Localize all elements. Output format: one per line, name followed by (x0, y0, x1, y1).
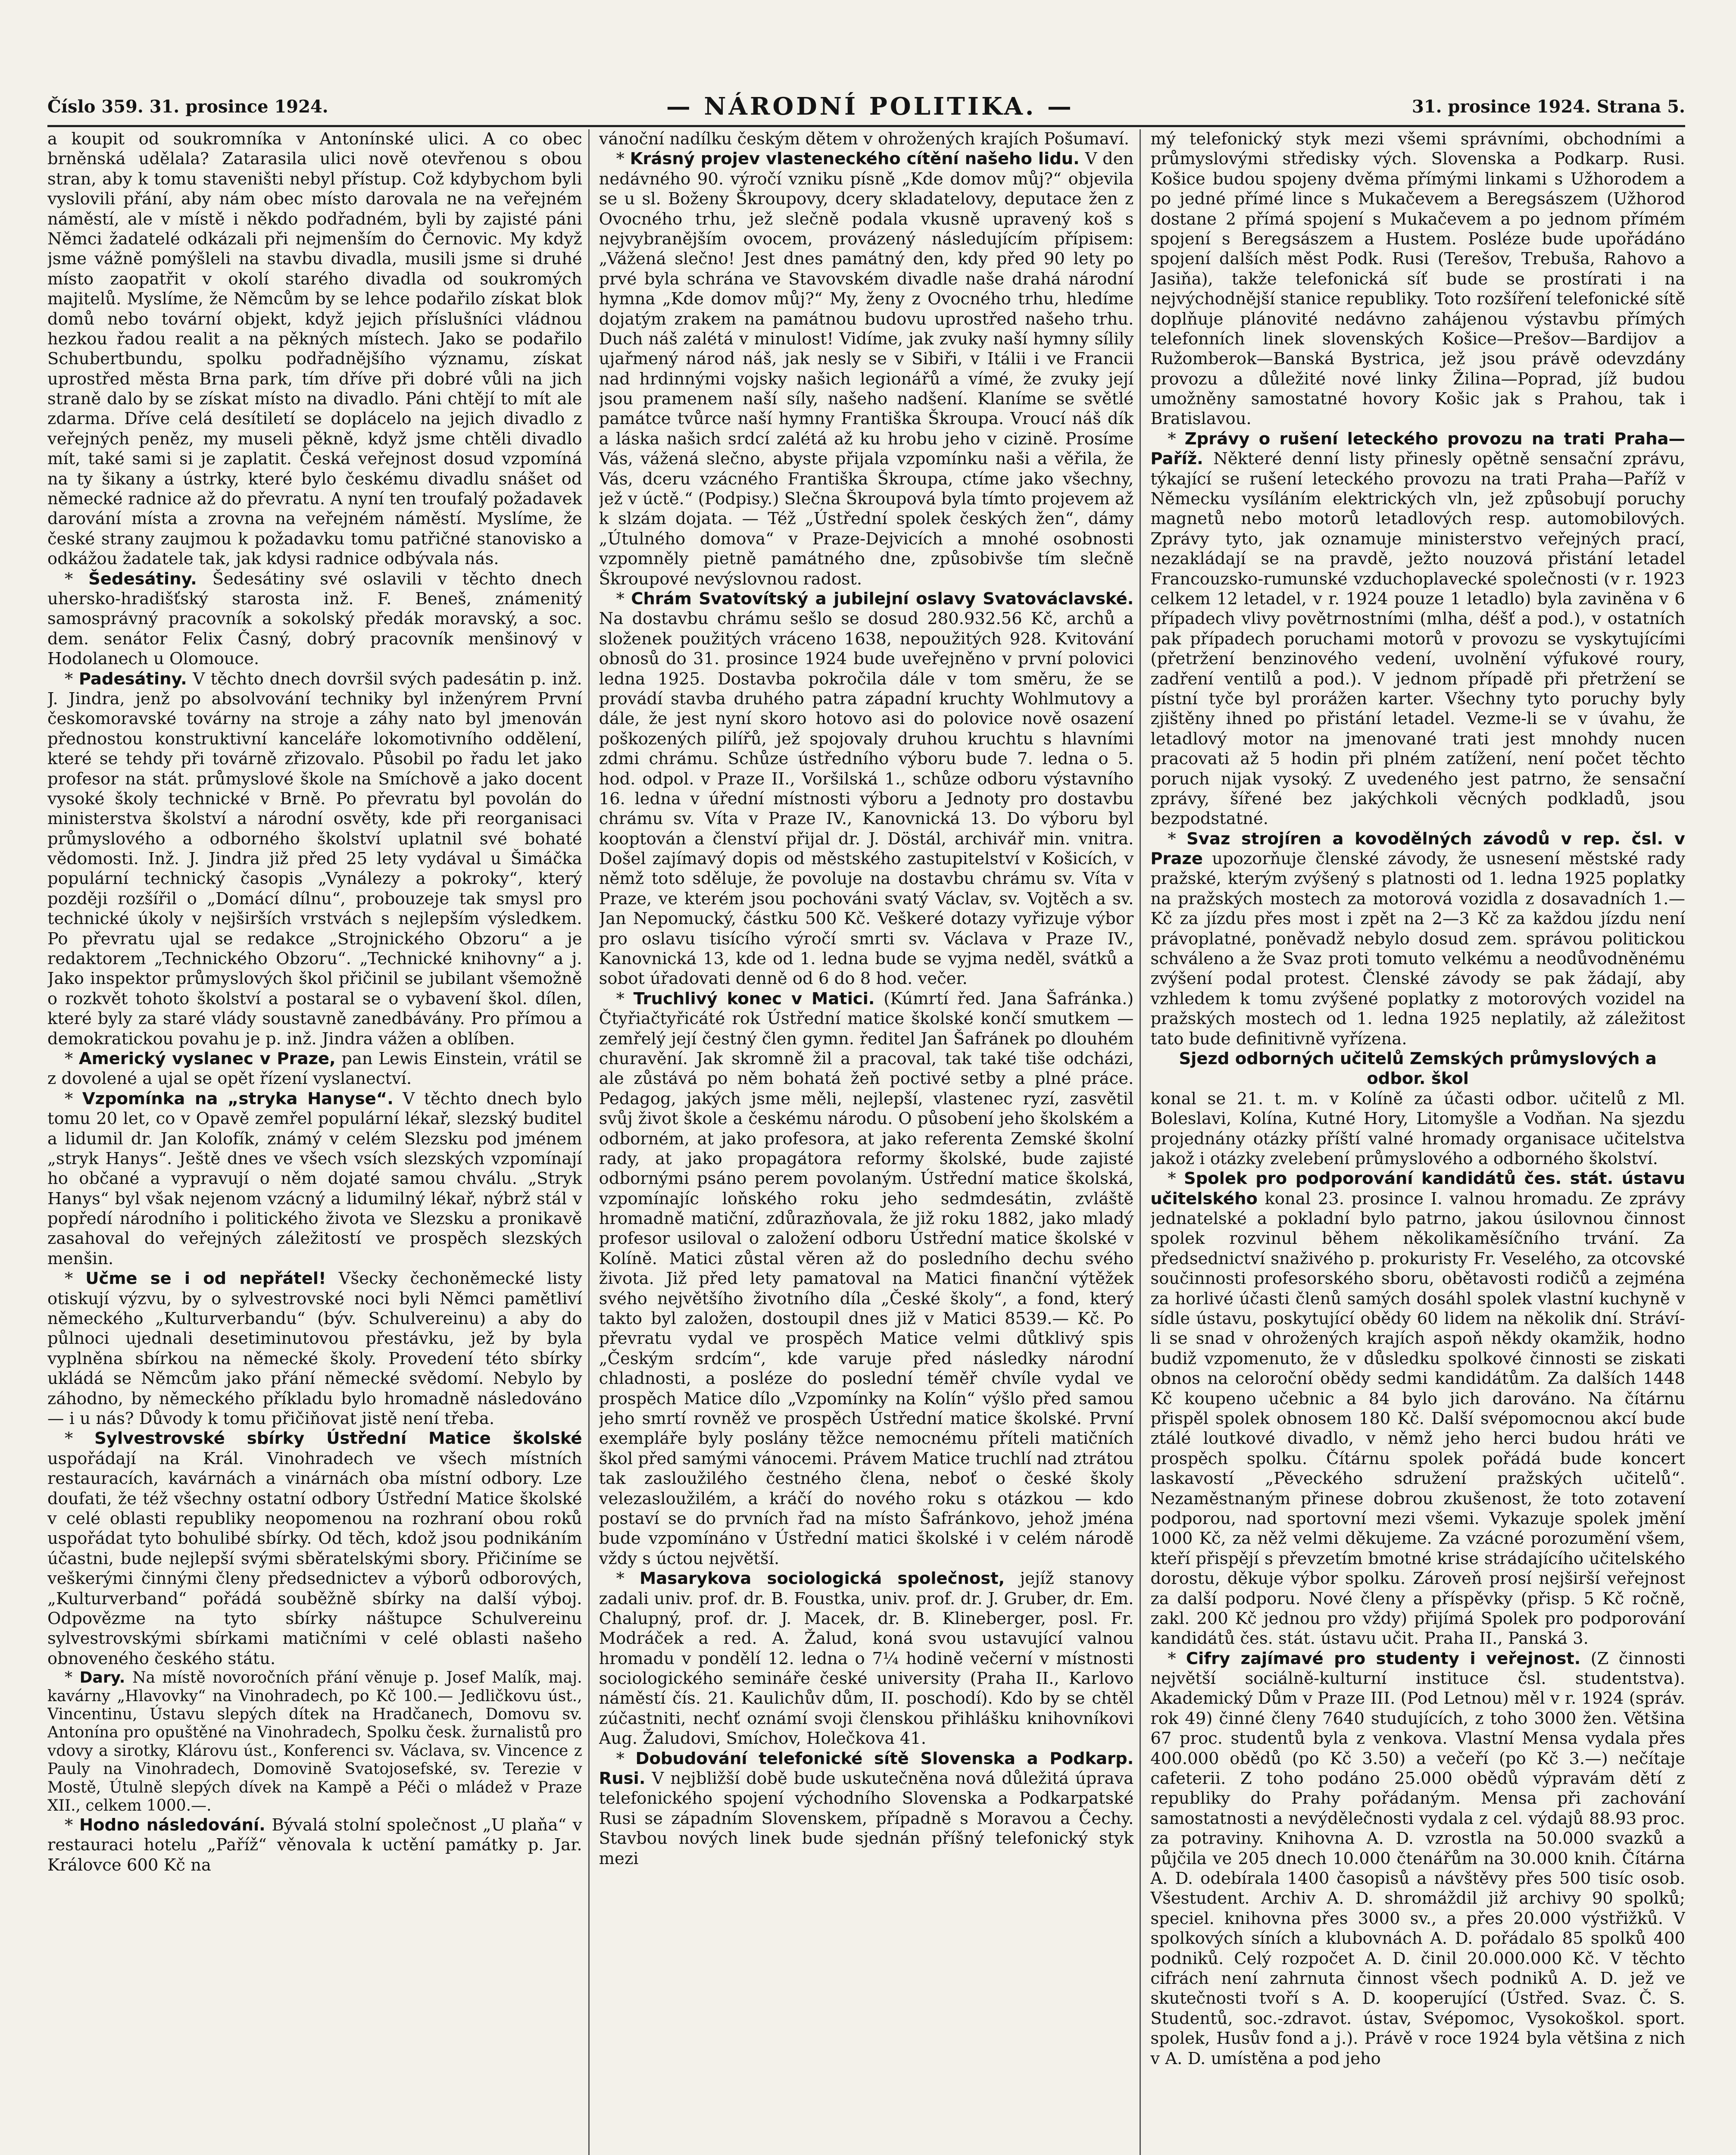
article-paragraph: vánoční nadílku českým dětem v ohrožených krajích Pošumaví. (599, 129, 1130, 149)
article: * Šedesátiny. Šedesátiny své oslavili v těchto dnech uhersko-hradišťský starosta inž. F. Beneš, známenitý samosprávný pracovník a sokolský předák moravský, a soc. dem. senátor Felix Časný, dobrý pracovník menšinový v Hodolanech u Olomouce. (47, 569, 582, 669)
article-title: Cifry zajímavé pro studenty i veřejnost. (1186, 1649, 1581, 1668)
article: * Padesátiny. V těchto dnech dovršil svých padesátin p. inž. J. Jindra, jenž po absolvování techniky byl inženýrem První českomoravské továrny na stroje a záhy nato byl jmenován přednostou konstruktivní kanceláře lokomotivního oddělení, které se tehdy při továrně zřizovalo. Působil po řadu let jako profesor na stát. průmyslové škole na Smíchově a jako docent vysoké školy technické v Brně. Po převratu byl povolán do ministerstva školství a národní osvěty, kde při reorganisaci průmyslového a odborného školství uplatnil své bohaté vědomosti. Inž. J. Jindra již před 25 lety vydával u Šimáčka populární technický časopis „Vynálezy a pokroky“, který později rozšířil o „Domácí dílnu“, probouzeje tak smysl pro technické úkoly v nejširších vrstvách s nejlepším výsledkem. Po převratu ujal se redakce „Strojnického Obzoru“ a je redaktorem „Technického Obzoru“. „Technické knihovny“ a j. Jako inspektor průmyslových škol přičinil se jubilant všemožně o rozkvět tohoto školství a postaral se o vybavení škol. dílen, které byly za staré vlády soustavně zanedbávány. Pro přímou a demokratickou povahu je p. inž. Jindra vážen a oblíben. (47, 669, 582, 1049)
article: * Krásný projev vlasteneckého cítění našeho lidu. V den nedávného 90. výročí vzniku písně „Kde domov můj?“ objevila se u sl. Boženy Škroupovy, dcery skladatelovy, deputace žen z Ovocného trhu, jež slečně podala vkusně upravený koš s nejvybranějším ovocem, provázený následujícím přípisem: „Vážená slečno! Jest dnes památný den, kdy před 90 lety po prvé byla schrána ve Stavovském divadle naše drahá národní hymna „Kde domov můj?“ My, ženy z Ovocného trhu, hledíme dojatým zrakem na památnou budovu uprostřed našeho trhu. Duch náš zalétá v minulost! Vidíme, jak zvuky naší hymny sílily ujařmený národ náš, jak nesly se v Sibiři, v Itálii i ve Francii nad hrdinnými vojsky našich legionářů a vímé, že zvuky její jsou pramenem naší síly, našeho nadšení. Klaníme se světlé památce tvůrce naší hymny Františka Škroupa. Vroucí náš dík a láska našich srdcí zalétá až ku hrobu jeho v cizině. Prosíme Vás, vážená slečno, abyste přijala vzpomínku naši a věřila, že Vás, dceru vzácného Františka Škroupa, ctíme jako všechny, jež v úctě.“ (Podpisy.) Slečna Škroupová byla tímto projevem až k slzám dojata. — Též „Ústřední spolek českých žen“, dámy „Útulného domova“ v Praze-Dejvicích a mnohé osobnosti vzpomněly pietně památného dne, způsobivše tím slečně Škroupové nevýslovnou radost. (599, 149, 1134, 589)
article: * Truchlivý konec v Matici. (Kúmrtí řed. Jana Šafránka.) Čtyřiačtyřicáté rok Ústřední matice školské končí smutkem — zemřelý její čestný člen gymn. ředitel Jan Šafránek po dlouhém churavění. Jak skromně žil a pracoval, tak také tiše odcházi, ale zůstává po něm bohatá žeň poctivé setby a plné práce. Pedagog, jakých jsme měli, nejlepší, vlastenec ryzí, zasvětil svůj život škole a českému národu. O působení jeho školském a odborném, at jako profesora, at jako referenta Zemské školní rady, at jako propagátora reformy školské, bude zajisté odbornými psáno perem povolaným. Ústřední matice školská, vzpomínajíc loňského roku jeho sedmdesátin, zvláště hromadně matiční, zdůrazňovala, že již roku 1882, jako mladý profesor usiloval o založení odboru Ústřední matice školské v Kolíně. Matici zůstal věren až do posledního dechu svého života. Již před lety pamatoval na Matici finanční výtěžek svého největšího životního díla „České školy“, a fond, který takto byl založen, dostoupil dnes již v Matici 8539.— Kč. Po převratu vydal ve prospěch Matice velmi důtklivý spis „Českým srdcím“, kde varuje před následky národní chladnosti, a posléze do poslední téměř chvíle vydal ve prospěch Matice dílo „Vzpomínky na Kolín“ výšlo před samou jeho smrtí rovněž ve prospěch Ústřední matice školské. První exempláře byly poslány těžce nemocnému příteli matičních škol před samými vánocemi. Právem Matice truchlí nad ztrátou tak zasloužilého čestného člena, neboť o české školy velezasloužilém, a kráčí do nového roku s otázkou — kdo postaví se do prvních řad na místo Šafránkovo, jehož jména bude vzpomínáno v Ústřední matici školské i v celém národě vždy s úctou největší. (599, 989, 1134, 1568)
article-title: Zprávy o rušení leteckého provozu na trati Praha—Paříž. (1150, 429, 1686, 469)
page-date-number: 31. prosince 1924. Strana 5. (1412, 96, 1685, 117)
article-text: uspořádají na Král. Vinohradech ve všech místních restauracích, kavárnách a vinárnách oba místní odbory. Lze doufati, že též všechny ostatní odbory Ústřední Matice školské v celé oblasti republiky neopomenou na rozhraní obou roků uspořádat tyto bohulibé sbírky. Od těch, kdož jsou podnikáním účastni, bude nejlepší svými sběratelskými sbory. Přičiníme se veškerými činnými členy předsednictev a výborů odborových, „Kulturverband“ pořádá souběžně sbírky na další výboj. Odpovězme na tyto sbírky náštupce Schulvereinu sylvestrovskými sbírkami matičními v celé oblasti našeho obnoveného českého státu. (47, 1449, 582, 1668)
column-2 (599, 129, 1141, 2155)
article-title: Dobudování telefonické sítě Slovenska a Podkarp. Rusi. (599, 1749, 1134, 1789)
article-text: Bývalá stolní společnost „U plaňa“ v restauraci hotelu „Paříž“ věnovala k uctění památky p. Jar. Královce 600 Kč na (47, 1815, 582, 1875)
article: * Zprávy o rušení leteckého provozu na trati Praha—Paříž. Některé denní listy přinesly opětně sensační zprávu, týkající se rušení leteckého provozu na trati Praha—Paříž v Německu vysíláním elektrických vln, jež způsobují poruchy magnetů nebo motorů letadlových resp. automobilových. Zprávy tyto, jak oznamuje ministerstvo veřejných prací, nezakládají se na pravdě, ježto nouzová přistání letadel Francouzsko-rumunské vzduchoplavecké společnosti (v r. 1923 celkem 12 letadel, v r. 1924 pouze 1 letadlo) byla zaviněna v 6 případech vlivy povětrnostními (mlha, déšť a pod.), v ostatních pak případech poruchami motorů v provozu se vyskytujícími (přetržení benzinového vedení, uvolnění výfukové roury, zadření ventilů a pod.). V jednom případě při přetržení se pístní tyče byl prorážen karter. Všechny tyto poruchy byly zjištěny ihned po přistání letadel. Vezme-li se v úvahu, že letadlový motor na jmenované trati jest mnohdy nucen pracovati až 5 hodin při plném zatížení, není počet těchto poruch nijak vysoký. Z uvedeného jest patrno, že sensační zprávy, šířené bez jakýchkoli věcných podkladů, jsou bezpodstatné. (1150, 429, 1686, 829)
article-text: Na dostavbu chrámu sešlo se dosud 280.932.56 Kč, archů a složenek použitých vráceno 1638, nepoužitých 928. Kvitování obnosů do 31. prosince 1924 bude uveřejněno v první polovici ledna 1925. Dostavba pokročila dále v tom směru, že se provádí stavba druhého patra západní kruchty Wohlmutovy a dále, že jest nyní skoro hotovo asi do polovice nově osazení poškozených pilířů, jež spojovaly druhou kruchtu s hlavními zdmi chrámu. Schůze ústředního výboru bude 7. ledna o 5. hod. odpol. v Praze II., Voršilská 1., schůze odboru výstavního 16. ledna v úřední místnosti výboru a Jednoty pro dostavbu chrámu sv. Víta v Praze IV., Kanovnická 13. Do výboru byl kooptován a členství přijal dr. J. Döstál, archivář min. vnitra. Došel zajímavý dopis od městského zastupitelství v Košicích, v němž toto sděluje, že povoluje na dostavbu chrámu sv. Víta v Praze, ve kterém jsou pochováni svatý Václav, sv. Vojtěch a sv. Jan Nepomucký, částku 500 Kč. Veškeré dotazy vyřizuje výbor pro oslavu tisícího výročí smrti sv. Václava v Praze IV., Kanovnická 13, kde od 1. ledna bude se vyjma neděl, svátků a sobot úřadovati denně od 6 do 8 hod. večer. (599, 609, 1134, 989)
article: * Svaz strojíren a kovodělných závodů v rep. čsl. v Praze upozorňuje členské závody, že usnesení městské rady pražské, kterým zvýšený s platnosti od 1. ledna 1925 poplatky na pražských mostech za motorová vozidla z dosavadních 1.— Kč za jízdu přes most i zpět na 2—3 Kč za každou jízdu není právoplatné, poněvadž nebylo dosud zem. správou politickou schváleno a že Svaz proti tomuto velkému a neodůvodněnému zvýšení podal protest. Členské závody se pak žádají, aby vzhledem k tomu zvýšené poplatky z motorových vozidel na pražských mostech od 1. ledna 1925 neplatily, až záležitost tato bude definitivně vyřízena. (1150, 829, 1686, 1049)
article-title: Vzpomínka na „stryka Hanyse“. (82, 1089, 393, 1109)
masthead (47, 91, 1685, 122)
article-text: (Z činnosti největší sociálně-kulturní instituce čsl. studentstva). Akademický Dům v Praze III. (Pod Letnou) měl v r. 1924 (správ. rok 49) činné členy 7640 studujících, z toho 3000 žen. Většina 67 proc. studentů byla z venkova. Vlastní Mensa vydala přes 400.000 obědů (po Kč 3.50) a večeří (po Kč 3.—) nečítaje cafeterii. Z toho podáno 25.000 obědů výpravám dětí z republiky do Prahy pořádaným. Mensa při zachování samostatnosti a nevýdělečnosti vydala z cel. výdajů 88.93 proc. za potraviny. Knihovna A. D. vzrostla na 50.000 svazků a půjčila ve 205 dnech 10.000 čtenářům na 30.000 knih. Čítárna A. D. odebírala 1400 časopisů a návštěvy přes 500 tisíc osob. Všestudent. Archiv A. D. shromáždil již archivy 90 spolků; speciel. knihovna přes 3000 sv., a přes 20.000 výstřižků. V spolkových síních a klubovnách A. D. pořádalo 85 spolků 400 podniků. Celý rozpočet A. D. činil 20.000.000 Kč. V těchto cifrách není zahrnuta činnost všech podniků A. D. jež ve skutečnosti tvoří s A. D. kooperující (Ústřed. Svaz. Č. S. Studentů, soc.-zdravot. ústav, Svépomoc, Vysokoškol. sport. spolek, Husův fond a j.). Právě v roce 1924 byla většina z nich v A. D. umístěna a pod jeho (1150, 1649, 1686, 2068)
newspaper-title: — NÁRODNÍ POLITIKA. — (666, 92, 1074, 121)
article-title: Truchlivý konec v Matici. (633, 989, 875, 1009)
article-title: Krásný projev vlasteneckého cítění našeho lidu. (630, 149, 1080, 169)
article-text: Šedesátiny své oslavili v těchto dnech uhersko-hradišťský starosta inž. F. Beneš, známenitý samosprávný pracovník a sokolský předák moravský, a soc. dem. senátor Felix Časný, dobrý pracovník menšinový v Hodolanech u Olomouce. (47, 569, 582, 669)
article-columns (47, 129, 1685, 2155)
article-title: Sylvestrovské sbírky Ústřední Matice školské (94, 1429, 582, 1449)
article-text: V těchto dnech bylo tomu 20 let, co v Opavě zemřel populární lékař, slezský buditel a lidumil dr. Jan Kolofík, známý v celém Slezsku pod jménem „stryk Hanys“. Ještě dnes ve všech vsích slezských vzpomínají ho občané a vypravují o něm dojaté samou chválu. „Stryk Hanys“ byl však nejenom vzácný a lidumilný lékař, nýbrž stál v popředí národního i politického života ve Slezsku a pronikavě zasahoval do veřejných záležitostí ve prospěch slezských menšin. (47, 1089, 582, 1268)
article-title: Učme se i od nepřátel! (85, 1269, 326, 1289)
article: * Masarykova sociologická společnost, jejíž stanovy zadali univ. prof. dr. B. Foustka, univ. prof. dr. J. Gruber, dr. Em. Chalupný, prof. dr. J. Macek, dr. B. Klineberger, posl. Fr. Modráček a red. A. Žalud, koná svou ustavující valnou hromadu v pondělí 12. ledna o 7¼ hodině večerní v místnosti sociologického semináře české university (Praha II., Karlovo náměstí čís. 21. Kaulichův dům, II. poschodí). Kdo by se chtěl zúčastniti, nechť oznámí svoji členskou přihlášku knihovníkovi Aug. Žaludovi, Smíchov, Holečkova 41. (599, 1569, 1134, 1749)
article: * Americký vyslanec v Praze, pan Lewis Einstein, vrátil se z dovolené a ujal se opět řízení vyslanectví. (47, 1049, 582, 1089)
article-paragraph: a koupit od soukromníka v Antonínské ulici. A co obec brněnská udělala? Zatarasila ulici nově otevřenou s obou stran, aby k tomu staveništi nebyl přístup. Což kdybychom byli vyslovili přání, aby nám obec místo darovala ne na veřejném náměstí, ale v místě i někdo podřadném, byli by zajisté páni Němci žadatelé odkázali při nejmenším do Černovic. My když jsme vážně pomýšleli na stavbu divadla, musili jsme si druhé místo zaopatřit v okolí starého divadla od soukromých majitelů. Myslíme, že Němcům by se lehce podařilo získat blok domů nebo tovární objekt, když jejich příslušníci vládnou hezkou řadou realit a na pěkných místech. Jako se podařilo Schubertbundu, spolku podřadnějšího významu, získat uprostřed města Brna park, tím dříve při dobré vůli na jich straně dalo by se získat místo na divadlo. Páni chtějí to mít ale zdarma. Dříve celá desítiletí se doplácelo na jejich divadlo z veřejných peněz, my museli pěkně, když jsme chtěli divadlo mít, také sami si je zaplatit. Česká veřejnost dosud vzpomíná na ty šikany a ústrky, které bylo českému divadlu snášet od německé radnice až do převratu. A nyní ten troufalý požadavek darování místa a zrovna na veřejném náměstí. Myslíme, že české strany zaujmou k požadavku tomu patřičné stanovisko a odkážou žadatele tak, jak kdysi radnice odbývala nás. (47, 129, 582, 569)
article-title: Americký vyslanec v Praze, (78, 1049, 336, 1068)
article: * Cifry zajímavé pro studenty i veřejnost. (Z činnosti největší sociálně-kulturní instituce čsl. studentstva). Akademický Dům v Praze III. (Pod Letnou) měl v r. 1924 (správ. rok 49) činné členy 7640 studujících, z toho 3000 žen. Většina 67 proc. studentů byla z venkova. Vlastní Mensa vydala přes 400.000 obědů (po Kč 3.50) a večeří (po Kč 3.—) nečítaje cafeterii. Z toho podáno 25.000 obědů výpravám dětí z republiky do Prahy pořádaným. Mensa při zachování samostatnosti a nevýdělečnosti vydala z cel. výdajů 88.93 proc. za potraviny. Knihovna A. D. vzrostla na 50.000 svazků a půjčila ve 205 dnech 10.000 čtenářům na 30.000 knih. Čítárna A. D. odebírala 1400 časopisů a návštěvy přes 500 tisíc osob. Všestudent. Archiv A. D. shromáždil již archivy 90 spolků; speciel. knihovna přes 3000 sv., a přes 20.000 výstřižků. V spolkových síních a klubovnách A. D. pořádalo 85 spolků 400 podniků. Celý rozpočet A. D. činil 20.000.000 Kč. V těchto cifrách není zahrnuta činnost všech podniků A. D. jež ve skutečnosti tvoří s A. D. kooperující (Ústřed. Svaz. Č. S. Studentů, soc.-zdravot. ústav, Svépomoc, Vysokoškol. sport. spolek, Husův fond a j.). Právě v roce 1924 byla většina z nich v A. D. umístěna a pod jeho (1150, 1649, 1686, 2068)
article: * Sylvestrovské sbírky Ústřední Matice školské uspořádají na Král. Vinohradech ve všech místních restauracích, kavárnách a vinárnách oba místní odbory. Lze doufati, že též všechny ostatní odbory Ústřední Matice školské v celé oblasti republiky neopomenou na rozhraní obou roků uspořádat tyto bohulibé sbírky. Od těch, kdož jsou podnikáním účastni, bude nejlepší svými sběratelskými sbory. Přičiníme se veškerými činnými členy předsednictev a výborů odborových, „Kulturverband“ pořádá souběžně sbírky na další výboj. Odpovězme na tyto sbírky náštupce Schulvereinu sylvestrovskými sbírkami matičními v celé oblasti našeho obnoveného českého státu. (47, 1429, 582, 1668)
article-text: Na místě novoročních přání věnuje p. Josef Malík, maj. kavárny „Hlavovky“ na Vinohradech, po Kč 100.— Jedličkovu úst., Vincentinu, Ústavu slepých dítek na Hradčanech, Domovu sv. Antonína pro opuštěné na Vinohradech, Spolku česk. žurnalistů pro vdovy a sirotky, Klárovu úst., Konferenci sv. Václava, sv. Vincence z Pauly na Vinohradech, Domovině Svatojosefské, sv. Terezie v Mostě, Útulně slepých dívek na Kampě a Péči o mládež v Praze XII., celkem 1000.—. (47, 1669, 582, 1815)
article-text: V těchto dnech dovršil svých padesátin p. inž. J. Jindra, jenž po absolvování techniky byl inženýrem První českomoravské továrny na stroje a záhy nato byl jmenován přednostou konstruktivní kanceláře lokomotivního oddělení, které se tehdy při továrně zřizovalo. Působil po řadu let jako profesor na stát. průmyslové škole na Smíchově a jako docent vysoké školy technické v Brně. Po převratu byl povolán do ministerstva školství a národní osvěty, kde při reorganisaci průmyslového a odborného školství uplatnil své bohaté vědomosti. Inž. J. Jindra již před 25 lety vydával u Šimáčka populární technický časopis „Vynálezy a pokroky“, který později rozšířil o „Domácí dílnu“, probouzeje tak smysl pro technické úkoly v nejširších vrstvách s nejlepším výsledkem. Po převratu ujal se redakce „Strojnického Obzoru“ a je redaktorem „Technického Obzoru“. „Technické knihovny“ a j. Jako inspektor průmyslových škol přičinil se jubilant všemožně o rozkvět tohoto školství a postaral se o vybavení škol. dílen, které byly za staré vlády soustavně zanedbávány. Pro přímou a demokratickou povahu je p. inž. Jindra vážen a oblíben. (47, 669, 582, 1049)
article-text: upozorňuje členské závody, že usnesení městské rady pražské, kterým zvýšený s platnosti od 1. ledna 1925 poplatky na pražských mostech za motorová vozidla z dosavadních 1.— Kč za jízdu přes most i zpět na 2—3 Kč za každou jízdu není právoplatné, poněvadž nebylo dosud zem. správou politickou schváleno a že Svaz proti tomuto velkému a neodůvodněnému zvýšení podal protest. Členské závody se pak žádají, aby vzhledem k tomu zvýšené poplatky z motorových vozidel na pražských mostech od 1. ledna 1925 neplatily, až záležitost tato bude definitivně vyřízena. (1150, 849, 1686, 1049)
article-title: Hodno následování. (79, 1815, 265, 1835)
article: * Učme se i od nepřátel! Všecky čechoněmecké listy otiskují výzvu, by o sylvestrovské noci byli Němci pamětliví německého „Kulturverbandu“ (býv. Schulvereinu) a aby do půlnoci ujednali desetiminutovou přestávku, jež by byla vyplněna sbírkou na německé školy. Provedení této sbírky ukládá se Němcům jako přání německé svědomí. Nebylo by záhodno, by německého příkladu bylo hromadně následováno — i u nás? Důvody k tomu přičiňovat jistě není třeba. (47, 1269, 582, 1428)
issue-number-date: Číslo 359. 31. prosince 1924. (47, 96, 328, 117)
article-title: Spolek pro podporování kandidátů čes. stát. ústavu učitelského (1150, 1169, 1685, 1209)
article-paragraph: mý telefonický styk mezi všemi správními, obchodními a průmyslovými středisky vých. Slovenska a Podkarp. Rusi. Košice budou spojeny dvěma přímými linkami s Užhorodem a po jedné přímé lince s Mukačevem a Beregsászem (Užhorod dostane 2 přímá spojení s Mukačevem a po jednom přímém spojení s Beregsászem a Hustem. Posléze bude upořádáno spojení dalších měst Podk. Rusi (Terešov, Trebuša, Rahovo a Jasiňa), takže telefonická síť bude se prostírati i na nejvýchodnější stanice republiky. Toto rozšíření telefonické sítě doplňuje plánovité nedávno zahájenou výstavbu přímých telefonních linek slovenských Košice—Prešov—Bardijov a Ružomberok—Banská Bystrica, jež jsou právě odevzdány provozu a důležité nové linky Žilina—Poprad, jíž budou umožněny samostatné hovory Košic jak s Prahou, tak i Bratislavou. (1150, 129, 1686, 429)
article: * Vzpomínka na „stryka Hanyse“. V těchto dnech bylo tomu 20 let, co v Opavě zemřel populární lékař, slezský buditel a lidumil dr. Jan Kolofík, známý v celém Slezsku pod jménem „stryk Hanys“. Ještě dnes ve všech vsích slezských vzpomínají ho občané a vypravují o něm dojaté samou chválu. „Stryk Hanys“ byl však nejenom vzácný a lidumilný lékař, nýbrž stál v popředí národního i politického života ve Slezsku a pronikavě zasahoval do veřejných záležitostí ve prospěch slezských menšin. (47, 1089, 582, 1268)
article-title: Svaz strojíren a kovodělných závodů v rep. čsl. v Praze (1150, 829, 1686, 869)
article-text: konal se 21. t. m. v Kolíně za účasti odbor. učitelů z Ml. Boleslavi, Kolína, Kutné Hory, Litomyšle a Vodňan. Na sjezdu projednány otázky příští valné hromady organisace učitelstva jakož i otázky zvelebení průmyslového a odborného školství. (1150, 1089, 1686, 1168)
article-title: Chrám Svatovítský a jubilejní oslavy Svatováclavské. (631, 589, 1134, 609)
article-title: Masarykova sociologická společnost, (639, 1569, 1005, 1589)
article-text: Některé denní listy přinesly opětně sensační zprávu, týkající se rušení leteckého provozu na trati Praha—Paříž v Německu vysíláním elektrických vln, jež způsobují poruchy magnetů nebo motorů letadlových resp. automobilových. Zprávy tyto, jak oznamuje ministerstvo veřejných prací, nezakládají se na pravdě, ježto nouzová přistání letadel Francouzsko-rumunské vzduchoplavecké společnosti (v r. 1923 celkem 12 letadel, v r. 1924 pouze 1 letadlo) byla zaviněna v 6 případech vlivy povětrnostními (mlha, déšť a pod.), v ostatních pak případech poruchami motorů v provozu se vyskytujícími (přetržení benzinového vedení, uvolnění výfukové roury, zadření ventilů a pod.). V jednom případě při přetržení se pístní tyče byl prorážen karter. Všechny tyto poruchy byly zjištěny ihned po přistání letadel. Vezme-li se v úvahu, že letadlový motor na jmenované trati jest mnohdy nucen pracovati až 5 hodin při plném zatížení, není počet těchto poruch nijak vysoký. Z uvedeného jest patrno, že sensační zprávy, šířené bez jakýchkoli věcných podkladů, jsou bezpodstatné. (1150, 449, 1686, 829)
article: * Dobudování telefonické sítě Slovenska a Podkarp. Rusi. V nejbližší době bude uskutečněna nová důležitá úprava telefonického spojení východního Slovenska a Podkarpatské Rusi se západním Slovenskem, případně s Moravou a Čechy. Stavbou nových linek bude sjednán příšný telefonický styk mezi (599, 1749, 1134, 1868)
article-title: Dary. (79, 1669, 125, 1687)
article: * Spolek pro podporování kandidátů čes. stát. ústavu učitelského konal 23. prosince I. valnou hromadu. Ze zprávy jednatelské a pokladní bylo patrno, jakou úsilovnou činnost spolek rozvinul během několikaměsíčního trvání. Za předsednictví snaživého p. prokuristy Fr. Veselého, za otcovské součinnosti profesorského sboru, obětavosti rodičů a zejména za horlivé účasti členů samých dosáhl spolek vlastní kuchyně v sídle ústavu, poskytující obědy 60 lidem na několik dní. Stráví-li se snad v ohrožených krajích aspoň někdy okamžik, hodno budiž vzpomenuto, že v důsledku spolkové činnosti se ziskati obnos na celoroční obědy sedmi kandidátům. Za dalších 1448 Kč koupeno učebnic a 84 bylo jich darováno. Na čítárnu přispěl spolek obnosem 180 Kč. Další svépomocnou akcí bude ztálé loutkové divadlo, v němž jeho herci budou hráti ve prospěch spolku. Čítárnu spolek pořádá bude koncert laskavostí „Pěveckého sdružení pražských učitelů“. Nezaměstnaným přinese dobrou zkušenost, že toto zotavení podporou, nad sportovní mezi všemi. Vykazuje spolek jmění 1000 Kč, za něž velmi děkujeme. Za vzácné porozumění všem, kteří přispějí s převzetím bmotné krise strádajícího učitelského dorostu, děkuje výbor spolku. Zároveň prosí nejširší veřejnost za další podporu. Nové členy a příspěvky (přisp. 5 Kč ročně, zakl. 200 Kč jednou pro vždy) přijímá Spolek pro podporování kandidátů čes. stát. ústavu učit. Praha II., Panská 3. (1150, 1169, 1686, 1649)
article-text: konal 23. prosince I. valnou hromadu. Ze zprávy jednatelské a pokladní bylo patrno, jakou úsilovnou činnost spolek rozvinul během několikaměsíčního trvání. Za předsednictví snaživého p. prokuristy Fr. Veselého, za otcovské součinnosti profesorského sboru, obětavosti rodičů a zejména za horlivé účasti členů samých dosáhl spolek vlastní kuchyně v sídle ústavu, poskytující obědy 60 lidem na několik dní. Stráví-li se snad v ohrožených krajích aspoň někdy okamžik, hodno budiž vzpomenuto, že v důsledku spolkové činnosti se ziskati obnos na celoroční obědy sedmi kandidátům. Za dalších 1448 Kč koupeno učebnic a 84 bylo jich darováno. Na čítárnu přispěl spolek obnosem 180 Kč. Další svépomocnou akcí bude ztálé loutkové divadlo, v němž jeho herci budou hráti ve prospěch spolku. Čítárnu spolek pořádá bude koncert laskavostí „Pěveckého sdružení pražských učitelů“. Nezaměstnaným přinese dobrou zkušenost, že toto zotavení podporou, nad sportovní mezi všemi. Vykazuje spolek jmění 1000 Kč, za něž velmi děkujeme. Za vzácné porozumění všem, kteří přispějí s převzetím bmotné krise strádajícího učitelského dorostu, děkuje výbor spolku. Zároveň prosí nejširší veřejnost za další podporu. Nové členy a příspěvky (přisp. 5 Kč ročně, zakl. 200 Kč jednou pro vždy) přijímá Spolek pro podporování kandidátů čes. stát. ústavu učit. Praha II., Panská 3. (1150, 1189, 1686, 1649)
article: * Hodno následování. Bývalá stolní společnost „U plaňa“ v restauraci hotelu „Paříž“ věnovala k uctění památky p. Jar. Královce 600 Kč na (47, 1815, 582, 1875)
article: * Dary. Na místě novoročních přání věnuje p. Josef Malík, maj. kavárny „Hlavovky“ na Vinohradech, po Kč 100.— Jedličkovu úst., Vincentinu, Ústavu slepých dítek na Hradčanech, Domovu sv. Antonína pro opuštěné na Vinohradech, Spolku česk. žurnalistů pro vdovy a sirotky, Klárovu úst., Konferenci sv. Václava, sv. Vincence z Pauly na Vinohradech, Domovině Svatojosefské, sv. Terezie v Mostě, Útulně slepých dívek na Kampě a Péči o mládež v Praze XII., celkem 1000.—. (47, 1669, 582, 1815)
header-rule (47, 125, 1685, 127)
article-text: jejíž stanovy zadali univ. prof. dr. B. Foustka, univ. prof. dr. J. Gruber, dr. Em. Chalupný, prof. dr. J. Macek, dr. B. Klineberger, posl. Fr. Modráček a red. A. Žalud, koná svou ustavující valnou hromadu v pondělí 12. ledna o 7¼ hodině večerní v místnosti sociologického semináře české university (Praha II., Karlovo náměstí čís. 21. Kaulichův dům, II. poschodí). Kdo by se chtěl zúčastniti, nechť oznámí svoji členskou přihlášku knihovníkovi Aug. Žaludovi, Smíchov, Holečkova 41. (599, 1569, 1134, 1749)
article-text: Všecky čechoněmecké listy otiskují výzvu, by o sylvestrovské noci byli Němci pamětliví německého „Kulturverbandu“ (býv. Schulvereinu) a aby do půlnoci ujednali desetiminutovou přestávku, jež by byla vyplněna sbírkou na německé školy. Provedení této sbírky ukládá se Němcům jako přání německé svědomí. Nebylo by záhodno, by německého příkladu bylo hromadně následováno — i u nás? Důvody k tomu přičiňovat jistě není třeba. (47, 1269, 582, 1428)
article-title: Sjezd odborných učitelů Zemských průmyslových a odbor. škol (1179, 1049, 1657, 1089)
column-3 (1150, 129, 1685, 2155)
article-text: pan Lewis Einstein, vrátil se z dovolené a ujal se opět řízení vyslanectví. (47, 1049, 582, 1089)
article-text: V nejbližší době bude uskutečněna nová důležitá úprava telefonického spojení východního Slovenska a Podkarpatské Rusi se západním Slovenskem, případně s Moravou a Čechy. Stavbou nových linek bude sjednán příšný telefonický styk mezi (599, 1769, 1134, 1868)
article: * Chrám Svatovítský a jubilejní oslavy Svatováclavské. Na dostavbu chrámu sešlo se dosud 280.932.56 Kč, archů a složenek použitých vráceno 1638, nepoužitých 928. Kvitování obnosů do 31. prosince 1924 bude uveřejněno v první polovici ledna 1925. Dostavba pokročila dále v tom směru, že se provádí stavba druhého patra západní kruchty Wohlmutovy a dále, že jest nyní skoro hotovo asi do polovice nově osazení poškozených pilířů, jež spojovaly druhou kruchtu s hlavními zdmi chrámu. Schůze ústředního výboru bude 7. ledna o 5. hod. odpol. v Praze II., Voršilská 1., schůze odboru výstavního 16. ledna v úřední místnosti výboru a Jednoty pro dostavbu chrámu sv. Víta v Praze IV., Kanovnická 13. Do výboru byl kooptován a členství přijal dr. J. Döstál, archivář min. vnitra. Došel zajímavý dopis od městského zastupitelství v Košicích, v němž toto sděluje, že povoluje na dostavbu chrámu sv. Víta v Praze, ve kterém jsou pochováni svatý Václav, sv. Vojtěch a sv. Jan Nepomucký, částku 500 Kč. Veškeré dotazy vyřizuje výbor pro oslavu tisícího výročí smrti sv. Václava v Praze IV., Kanovnická 13, kde od 1. ledna bude se vyjma neděl, svátků a sobot úřadovati denně od 6 do 8 hod. večer. (599, 589, 1134, 989)
article-title: Padesátiny. (78, 669, 187, 689)
article-text: V den nedávného 90. výročí vzniku písně „Kde domov můj?“ objevila se u sl. Boženy Škroupovy, dcery skladatelovy, deputace žen z Ovocného trhu, jež slečně podala vkusně upravený koš s nejvybranějším ovocem, provázený následujícím přípisem: „Vážená slečno! Jest dnes památný den, kdy před 90 lety po prvé byla schrána ve Stavovském divadle naše drahá národní hymna „Kde domov můj?“ My, ženy z Ovocného trhu, hledíme dojatým zrakem na památnou budovu uprostřed našeho trhu. Duch náš zalétá v minulost! Vidíme, jak zvuky naší hymny sílily ujařmený národ náš, jak nesly se v Sibiři, v Itálii i ve Francii nad hrdinnými vojsky našich legionářů a vímé, že zvuky její jsou pramenem naší síly, našeho nadšení. Klaníme se světlé památce tvůrce naší hymny Františka Škroupa. Vroucí náš dík a láska našich srdcí zalétá až ku hrobu jeho v cizině. Prosíme Vás, vážená slečno, abyste přijala vzpomínku naši a věřila, že Vás, dceru vzácného Františka Škroupa, ctíme jako všechny, jež v úctě.“ (Podpisy.) Slečna Škroupová byla tímto projevem až k slzám dojata. — Též „Ústřední spolek českých žen“, dámy „Útulného domova“ v Praze-Dejvicích a mnohé osobnosti vzpomněly pietně památného dne, způsobivše tím slečně Škroupové nevýslovnou radost. (599, 149, 1134, 589)
column-1 (47, 129, 590, 2155)
article-text: (Kúmrtí řed. Jana Šafránka.) Čtyřiačtyřicáté rok Ústřední matice školské končí smutkem — zemřelý její čestný člen gymn. ředitel Jan Šafránek po dlouhém churavění. Jak skromně žil a pracoval, tak také tiše odcházi, ale zůstává po něm bohatá žeň poctivé setby a plné práce. Pedagog, jakých jsme měli, nejlepší, vlastenec ryzí, zasvětil svůj život škole a českému národu. O působení jeho školském a odborném, at jako profesora, at jako referenta Zemské školní rady, at jako propagátora reformy školské, bude zajisté odbornými psáno perem povolaným. Ústřední matice školská, vzpomínajíc loňského roku jeho sedmdesátin, zvláště hromadně matiční, zdůrazňovala, že již roku 1882, jako mladý profesor usiloval o založení odboru Ústřední matice školské v Kolíně. Matici zůstal věren až do posledního dechu svého života. Již před lety pamatoval na Matici finanční výtěžek svého největšího životního díla „České školy“, a fond, který takto byl založen, dostoupil dnes již v Matici 8539.— Kč. Po převratu vydal ve prospěch Matice velmi důtklivý spis „Českým srdcím“, kde varuje před následky národní chladnosti, a posléze do poslední téměř chvíle vydal ve prospěch Matice dílo „Vzpomínky na Kolín“ výšlo před samou jeho smrtí rovněž ve prospěch Ústřední matice školské. První exempláře byly poslány těžce nemocnému příteli matičních škol před samými vánocemi. Právem Matice truchlí nad ztrátou tak zasloužilého čestného člena, neboť o české školy velezasloužilém, a kráčí do nového roku s otázkou — kdo postaví se do prvních řad na místo Šafránkovo, jehož jména bude vzpomínáno v Ústřední matici školské i v celém národě vždy s úctou největší. (599, 989, 1134, 1568)
article-title: Šedesátiny. (88, 569, 197, 589)
